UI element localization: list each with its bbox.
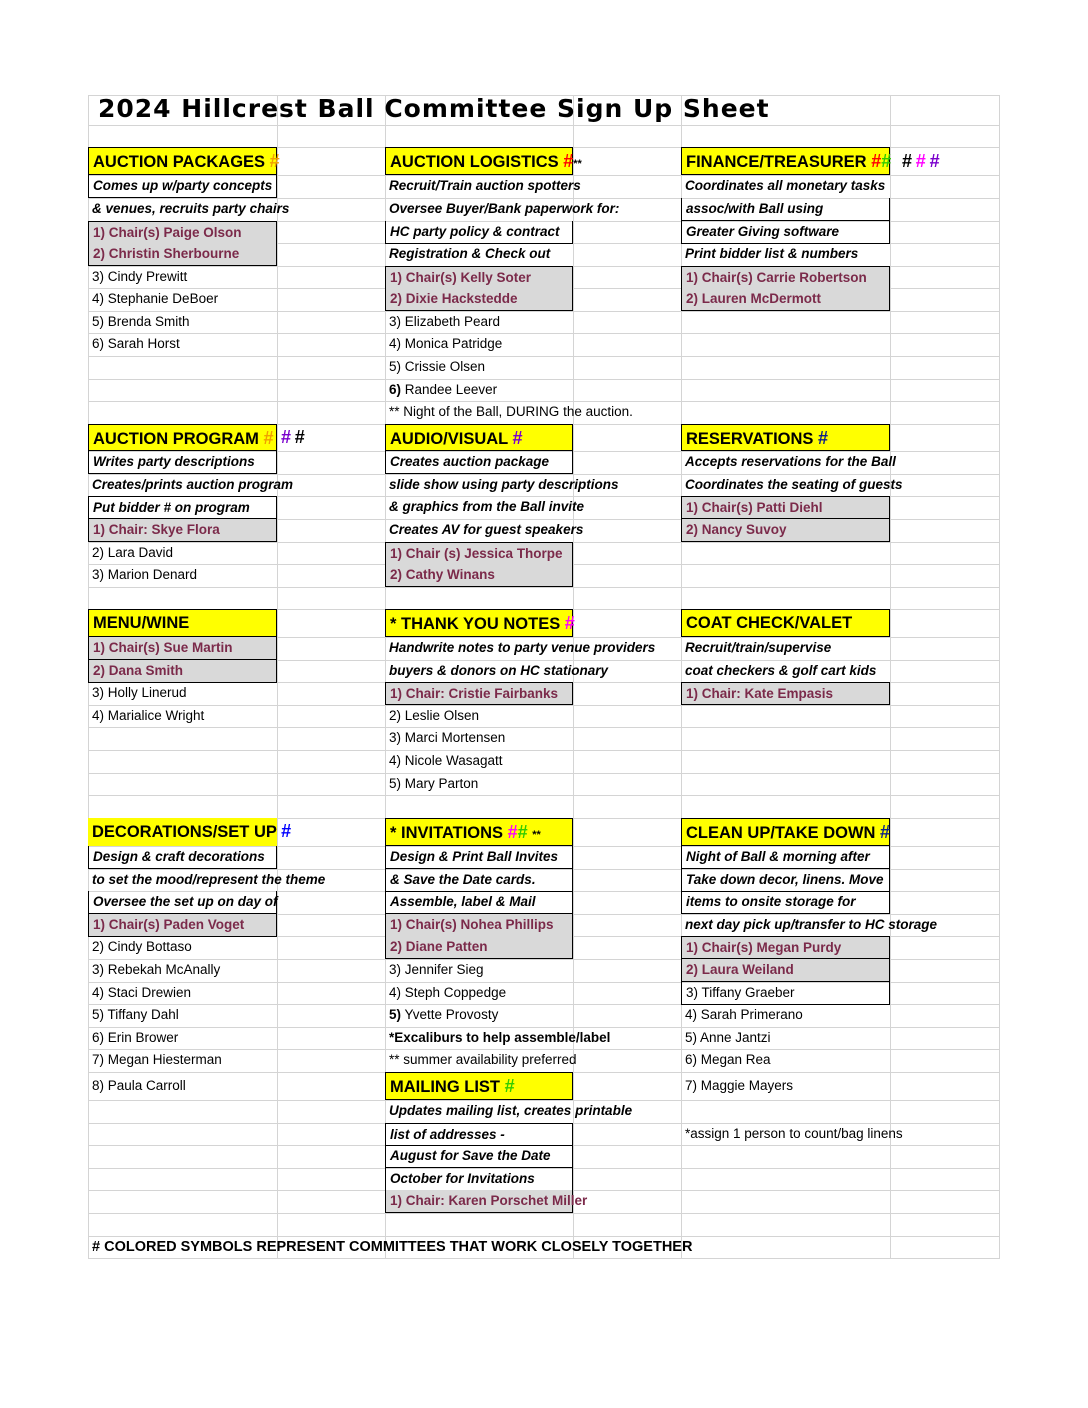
clean-up-member: 3) Tiffany Graeber [681,982,890,1005]
decorations-desc: Oversee the set up on day of [88,891,277,914]
thank-you-member: 2) Leslie Olsen [389,708,480,723]
finance-desc: assoc/with Ball using [681,198,890,221]
reservations-chair: 2) Nancy Suvoy [681,519,890,542]
audio-visual-desc: & graphics from the Ball invite [389,499,585,514]
invitations-desc: Design & Print Ball Invites [385,846,573,869]
clean-up-member: 7) Maggie Mayers [685,1078,794,1093]
auction-program-header: AUCTION PROGRAM # [88,424,277,451]
audio-visual-chair: 2) Cathy Winans [385,564,573,587]
clean-up-chair: 1) Chair(s) Megan Purdy [681,936,890,959]
auction-logistics-desc: Recruit/Train auction spotters [389,178,581,193]
mailing-list-desc: Updates mailing list, creates printable [389,1103,633,1118]
decorations-member: 6) Erin Brower [92,1030,179,1045]
decorations-desc: Design & craft decorations [88,846,277,869]
coat-check-header: COAT CHECK/VALET [681,609,890,637]
auction-program-desc: Creates/prints auction program [92,477,294,492]
invitations-header: * INVITATIONS ## ** [385,818,573,846]
auction-packages-member: 4) Stephanie DeBoer [92,291,219,306]
audio-visual-desc: Creates auction package [385,451,573,474]
coat-check-desc: coat checkers & golf cart kids [685,663,877,678]
reservations-chair: 1) Chair(s) Patti Diehl [681,496,890,519]
menu-wine-chair: 2) Dana Smith [88,660,277,683]
clean-up-member: 5) Anne Jantzi [685,1030,771,1045]
reservations-desc: Accepts reservations for the Ball [685,454,896,469]
auction-packages-desc: & venues, recruits party chairs [92,201,290,216]
auction-logistics-chair: 1) Chair(s) Kelly Soter [385,266,573,289]
thank-you-member: 3) Marci Mortensen [389,730,506,745]
auction-logistics-header: AUCTION LOGISTICS #** [385,147,573,175]
clean-up-desc: items to onsite storage for [681,891,890,914]
auction-logistics-member: 6) Randee Leever [389,382,498,397]
clean-up-desc: next day pick up/transfer to HC storage [685,917,938,932]
clean-up-member: 4) Sarah Primerano [685,1007,803,1022]
finance-desc: Coordinates all monetary tasks [685,178,886,193]
thank-you-member: 5) Mary Parton [389,776,479,791]
auction-packages-member: 6) Sarah Horst [92,336,180,351]
finance-extra-symbols: # # # [902,151,940,171]
decorations-chair: 1) Chair(s) Paden Voget [88,914,277,937]
symbol-orange: # [269,151,280,171]
invitations-desc: & Save the Date cards. [385,869,573,892]
mailing-list-desc: October for Invitations [385,1168,573,1191]
footer-note: # COLORED SYMBOLS REPRESENT COMMITTEES THAT WORK CLOSELY TOGETHER [92,1239,693,1255]
audio-visual-desc: Creates AV for guest speakers [389,522,584,537]
auction-packages-chair: 2) Christin Sherbourne [88,243,277,266]
symbol-red: # [871,151,882,171]
decorations-member: 5) Tiffany Dahl [92,1007,179,1022]
symbol-red: # [563,151,574,171]
invitations-chair: 2) Diane Patten [385,936,573,959]
thank-you-member: 4) Nicole Wasagatt [389,753,503,768]
clean-up-desc: Take down decor, linens. Move [681,869,890,892]
auction-logistics-desc: Oversee Buyer/Bank paperwork for: [389,201,620,216]
mailing-list-header: MAILING LIST # [385,1072,573,1100]
decorations-header: DECORATIONS/SET UP # [88,818,277,846]
mailing-list-desc: list of addresses - [385,1123,573,1146]
auction-packages-member: 5) Brenda Smith [92,314,190,329]
thank-you-notes-header: * THANK YOU NOTES # [385,609,573,637]
auction-logistics-note: ** Night of the Ball, DURING the auction. [389,404,633,419]
finance-treasurer-header: FINANCE/TREASURER ## [681,147,890,175]
clean-up-member: 6) Megan Rea [685,1052,771,1067]
finance-chair: 2) Lauren McDermott [681,288,890,311]
menu-wine-chair: 1) Chair(s) Sue Martin [88,637,277,660]
audio-visual-chair: 1) Chair (s) Jessica Thorpe [385,542,573,565]
clean-up-chair: 2) Laura Weiland [681,959,890,982]
audio-visual-header: AUDIO/VISUAL # [385,424,573,451]
clean-up-desc: Night of Ball & morning after [681,846,890,869]
thank-you-desc: buyers & donors on HC stationary [389,663,609,678]
invitations-desc: Assemble, label & Mail [385,891,573,914]
reservations-header: RESERVATIONS # [681,424,890,451]
thank-you-desc: Handwrite notes to party venue providers [389,640,656,655]
auction-packages-member: 3) Cindy Prewitt [92,269,188,284]
thank-you-chair: 1) Chair: Cristie Fairbanks [385,682,573,705]
auction-packages-chair: 1) Chair(s) Paige Olson [88,221,277,244]
decorations-member: 3) Rebekah McAnally [92,962,221,977]
reservations-desc: Coordinates the seating of guests [685,477,903,492]
audio-visual-desc: slide show using party descriptions [389,477,619,492]
auction-logistics-chair: 2) Dixie Hackstedde [385,288,573,311]
auction-program-chair: 1) Chair: Skye Flora [88,519,277,542]
auction-logistics-member: 3) Elizabeth Peard [389,314,501,329]
auction-program-member: 3) Marion Denard [92,567,198,582]
decorations-member: 8) Paula Carroll [92,1078,186,1093]
invitations-note: *Excaliburs to help assemble/label [389,1030,611,1045]
menu-wine-header: MENU/WINE [88,609,277,637]
auction-program-member: 2) Lara David [92,545,174,560]
decorations-desc: to set the mood/represent the theme [92,872,326,887]
auction-logistics-member: 5) Crissie Olsen [389,359,486,374]
mailing-list-desc: August for Save the Date [385,1145,573,1168]
page-title: 2024 Hillcrest Ball Committee Sign Up Sheet [98,94,770,123]
clean-up-note: *assign 1 person to count/bag linens [685,1126,903,1141]
auction-logistics-desc: HC party policy & contract [385,221,573,244]
finance-chair: 1) Chair(s) Carrie Robertson [681,266,890,289]
invitations-note: ** summer availability preferred [389,1052,577,1067]
decorations-member: 2) Cindy Bottaso [92,939,192,954]
coat-check-desc: Recruit/train/supervise [685,640,832,655]
decorations-member: 4) Staci Drewien [92,985,192,1000]
invitations-member: 5) Yvette Provosty [389,1007,499,1022]
menu-wine-member: 4) Marialice Wright [92,708,205,723]
menu-wine-member: 3) Holly Linerud [92,685,187,700]
auction-program-desc: Writes party descriptions [88,451,277,474]
invitations-member: 3) Jennifer Sieg [389,962,484,977]
coat-check-chair: 1) Chair: Kate Empasis [681,682,890,705]
auction-program-extra-symbols: # # [281,427,305,447]
auction-program-desc: Put bidder # on program [88,496,277,519]
invitations-chair: 1) Chair(s) Nohea Phillips [385,914,573,937]
finance-desc: Print bidder list & numbers [685,246,859,261]
symbol-green: # [881,151,892,171]
mailing-list-chair: 1) Chair: Karen Porschet Miller [385,1190,573,1213]
auction-logistics-member: 4) Monica Patridge [389,336,503,351]
clean-up-header: CLEAN UP/TAKE DOWN # [681,818,890,846]
decorations-member: 7) Megan Hiesterman [92,1052,222,1067]
finance-desc: Greater Giving software [681,221,890,244]
auction-packages-desc: Comes up w/party concepts [88,175,277,198]
auction-logistics-desc: Registration & Check out [389,246,551,261]
invitations-member: 4) Steph Coppedge [389,985,507,1000]
auction-packages-header: AUCTION PACKAGES # [88,147,277,175]
